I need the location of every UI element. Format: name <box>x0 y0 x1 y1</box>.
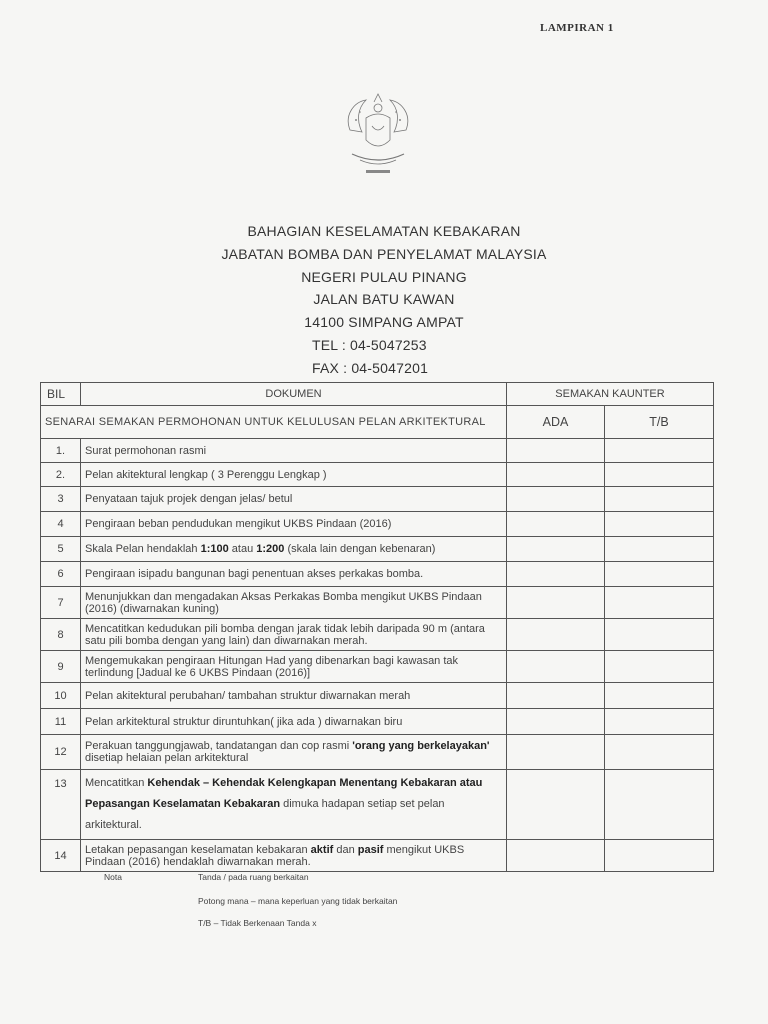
row-number: 10 <box>41 683 81 709</box>
row-document: Mencatitkan kedudukan pili bomba dengan jarak tidak lebih daripada 90 m (antara satu pili bomba dengan yang lain) dan diwarnakan merah. <box>81 619 507 651</box>
header-line-2: JABATAN BOMBA DAN PENYELAMAT MALAYSIA <box>221 245 547 262</box>
ada-checkbox[interactable] <box>507 709 605 735</box>
table-row <box>41 770 714 840</box>
ada-checkbox[interactable] <box>507 770 605 840</box>
row-document: Menunjukkan dan mengadakan Aksas Perkakas Bomba mengikut UKBS Pindaan (2016) (diwarnakan kuning) <box>81 587 507 619</box>
table-header-row <box>41 383 714 406</box>
agency-header <box>0 220 768 380</box>
row-document: Letakan pepasangan keselamatan kebakaran aktif dan pasif mengikut UKBS Pindaan (2016) hendaklah diwarnakan merah. <box>81 840 507 872</box>
tb-checkbox[interactable] <box>605 439 714 463</box>
header-line-3: NEGERI PULAU PINANG <box>301 268 467 285</box>
ada-checkbox[interactable] <box>507 439 605 463</box>
row-number: 14 <box>41 840 81 872</box>
lampiran-label: LAMPIRAN 1 <box>540 22 614 34</box>
row-number: 3 <box>41 487 81 512</box>
checklist-table <box>40 382 714 872</box>
ada-checkbox[interactable] <box>507 487 605 512</box>
ada-checkbox[interactable] <box>507 463 605 487</box>
col-ada-header: ADA <box>507 406 605 439</box>
tb-checkbox[interactable] <box>605 512 714 537</box>
header-tel: TEL : 04-5047253 <box>312 336 427 353</box>
tb-checkbox[interactable] <box>605 840 714 872</box>
row-document: Pelan akitektural lengkap ( 3 Perenggu Lengkap ) <box>81 463 507 487</box>
checklist-title: SENARAI SEMAKAN PERMOHONAN UNTUK KELULUSAN PELAN ARKITEKTURAL <box>41 406 507 439</box>
row-number: 5 <box>41 537 81 562</box>
col-tb-header: T/B <box>605 406 714 439</box>
tb-checkbox[interactable] <box>605 537 714 562</box>
table-row <box>41 709 714 735</box>
ada-checkbox[interactable] <box>507 512 605 537</box>
row-document: Pelan akitektural perubahan/ tambahan struktur diwarnakan merah <box>81 683 507 709</box>
table-row <box>41 683 714 709</box>
tb-checkbox[interactable] <box>605 619 714 651</box>
table-row <box>41 651 714 683</box>
table-row <box>41 512 714 537</box>
notes-label: Nota <box>104 872 122 882</box>
col-dokumen-header: DOKUMEN <box>81 383 507 406</box>
tb-checkbox[interactable] <box>605 587 714 619</box>
row-number: 1. <box>41 439 81 463</box>
row-document: Pengiraan beban pendudukan mengikut UKBS Pindaan (2016) <box>81 512 507 537</box>
row-number: 2. <box>41 463 81 487</box>
ada-checkbox[interactable] <box>507 840 605 872</box>
row-document: Pelan arkitektural struktur diruntuhkan( jika ada ) diwarnakan biru <box>81 709 507 735</box>
table-title-row <box>41 406 714 439</box>
row-document: Perakuan tanggungjawab, tandatangan dan cop rasmi 'orang yang berkelayakan' disetiap helaian pelan arkitektural <box>81 735 507 770</box>
tb-checkbox[interactable] <box>605 651 714 683</box>
ada-checkbox[interactable] <box>507 537 605 562</box>
row-number: 12 <box>41 735 81 770</box>
ada-checkbox[interactable] <box>507 651 605 683</box>
row-number: 11 <box>41 709 81 735</box>
table-row <box>41 463 714 487</box>
header-line-1: BAHAGIAN KESELAMATAN KEBAKARAN <box>247 223 521 239</box>
row-document: Pengiraan isipadu bangunan bagi penentuan akses perkakas bomba. <box>81 562 507 587</box>
tb-checkbox[interactable] <box>605 709 714 735</box>
col-semakan-header: SEMAKAN KAUNTER <box>507 383 714 406</box>
ada-checkbox[interactable] <box>507 683 605 709</box>
table-row <box>41 587 714 619</box>
row-number: 4 <box>41 512 81 537</box>
note-line-2: Potong mana – mana keperluan yang tidak berkaitan <box>198 896 398 906</box>
crest-emblem-icon <box>336 90 420 180</box>
ada-checkbox[interactable] <box>507 735 605 770</box>
row-document: Surat permohonan rasmi <box>81 439 507 463</box>
col-bil-header: BIL <box>41 383 81 406</box>
header-fax: FAX : 04-5047201 <box>312 359 429 376</box>
header-line-5: 14100 SIMPANG AMPAT <box>304 314 464 331</box>
ada-checkbox[interactable] <box>507 587 605 619</box>
row-document: Mencatitkan Kehendak – Kehendak Kelengkapan Menentang Kebakaran atau Pepasangan Keselamatan Kebakaran dimuka hadapan setiap set pelan arkitektural. <box>81 770 507 840</box>
table-row <box>41 487 714 512</box>
row-number: 8 <box>41 619 81 651</box>
tb-checkbox[interactable] <box>605 487 714 512</box>
table-row <box>41 840 714 872</box>
ada-checkbox[interactable] <box>507 619 605 651</box>
note-line-1: Tanda / pada ruang berkaitan <box>198 872 309 882</box>
table-row <box>41 619 714 651</box>
tb-checkbox[interactable] <box>605 562 714 587</box>
tb-checkbox[interactable] <box>605 463 714 487</box>
table-row <box>41 735 714 770</box>
row-number: 9 <box>41 651 81 683</box>
note-line-3: T/B – Tidak Berkenaan Tanda x <box>198 918 317 928</box>
tb-checkbox[interactable] <box>605 683 714 709</box>
table-row <box>41 562 714 587</box>
table-row <box>41 439 714 463</box>
row-document: Penyataan tajuk projek dengan jelas/ betul <box>81 487 507 512</box>
row-number: 6 <box>41 562 81 587</box>
ada-checkbox[interactable] <box>507 562 605 587</box>
header-line-4: JALAN BATU KAWAN <box>313 291 455 308</box>
row-number: 13 <box>41 770 81 840</box>
row-document: Mengemukakan pengiraan Hitungan Had yang dibenarkan bagi kawasan tak terlindung [Jadual ke 6 UKBS Pindaan (2016)] <box>81 651 507 683</box>
table-row <box>41 537 714 562</box>
row-document: Skala Pelan hendaklah 1:100 atau 1:200 (skala lain dengan kebenaran) <box>81 537 507 562</box>
tb-checkbox[interactable] <box>605 735 714 770</box>
tb-checkbox[interactable] <box>605 770 714 840</box>
row-number: 7 <box>41 587 81 619</box>
